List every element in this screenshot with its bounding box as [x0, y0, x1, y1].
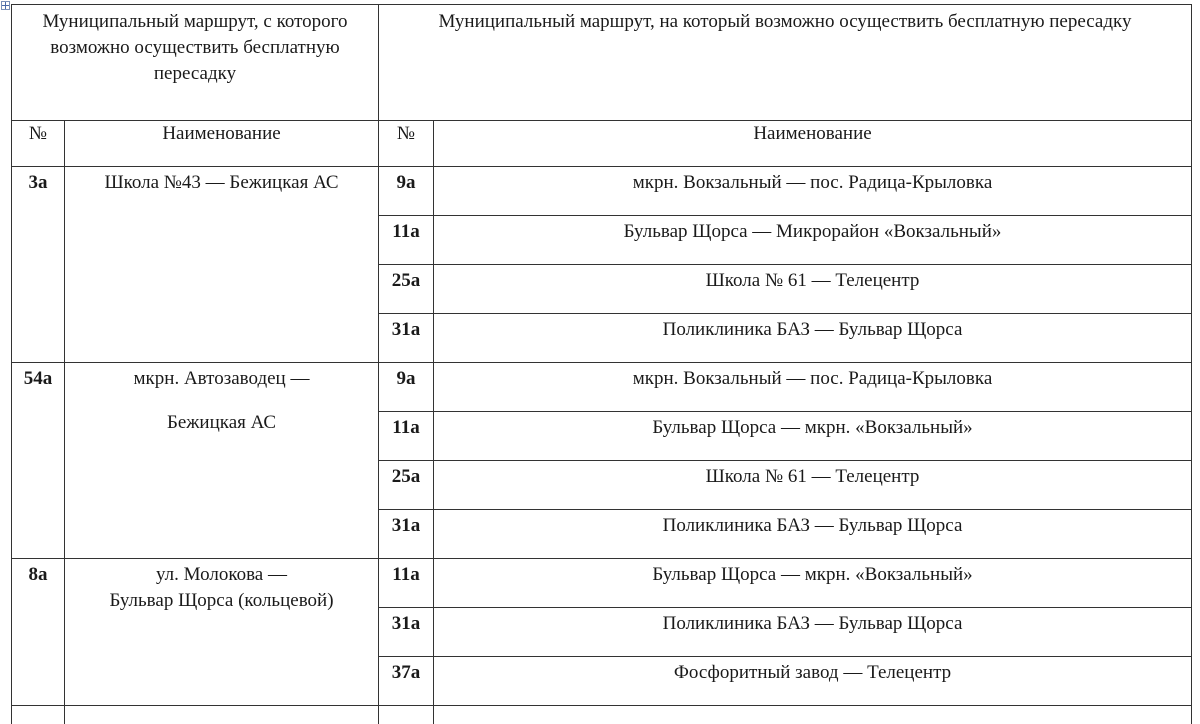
route-name	[65, 559, 379, 706]
header-to-route: Муниципальный маршрут, на который возможно осуществить бесплатную пересадку	[379, 5, 1192, 121]
route-number: 54а	[12, 363, 65, 559]
transfer-name: мкрн. Вокзальный — пос. Радица-Крыловка	[434, 363, 1192, 412]
transfer-number: 11а	[379, 216, 434, 265]
transfer-number: 31а	[379, 608, 434, 657]
header-to-name: Наименование	[434, 121, 1192, 167]
empty-cell	[12, 706, 65, 724]
transfer-name: Бульвар Щорса — мкрн. «Вокзальный»	[434, 559, 1192, 608]
transfer-number: 37а	[379, 657, 434, 706]
transfer-name: Поликлиника БАЗ — Бульвар Щорса	[434, 314, 1192, 363]
route-name-line: Школа №43 — Бежицкая АС	[71, 170, 372, 196]
transfer-name: Поликлиника БАЗ — Бульвар Щорса	[434, 608, 1192, 657]
table-row-partial	[12, 706, 1192, 724]
transfer-name: мкрн. Вокзальный — пос. Радица-Крыловка	[434, 167, 1192, 216]
table-move-handle-icon[interactable]	[1, 1, 10, 10]
route-name-line: Бульвар Щорса (кольцевой)	[71, 588, 372, 614]
transfer-name: Фосфоритный завод — Телецентр	[434, 657, 1192, 706]
header-from-route: Муниципальный маршрут, с которого возможно осуществить бесплатную пересадку	[12, 5, 379, 121]
table-row	[12, 363, 1192, 412]
route-name	[65, 363, 379, 559]
route-name-line: Бежицкая АС	[71, 410, 372, 436]
transfer-number: 11а	[379, 412, 434, 461]
transfer-number: 31а	[379, 314, 434, 363]
route-number: 8а	[12, 559, 65, 706]
route-number: 3а	[12, 167, 65, 363]
transfer-number: 9а	[379, 363, 434, 412]
route-name-line: ул. Молокова —	[71, 562, 372, 588]
transfer-number: 25а	[379, 265, 434, 314]
empty-cell	[65, 706, 379, 724]
transfer-name: Бульвар Щорса — мкрн. «Вокзальный»	[434, 412, 1192, 461]
transfer-name: Бульвар Щорса — Микрорайон «Вокзальный»	[434, 216, 1192, 265]
transfer-number: 25а	[379, 461, 434, 510]
header-from-name: Наименование	[65, 121, 379, 167]
table-row	[12, 167, 1192, 216]
transfer-number: 11а	[379, 559, 434, 608]
transfer-number: 9а	[379, 167, 434, 216]
transfer-table	[11, 4, 1192, 724]
table-row	[12, 559, 1192, 608]
transfer-name: Школа № 61 — Телецентр	[434, 461, 1192, 510]
transfer-number: 31а	[379, 510, 434, 559]
route-name-line: мкрн. Автозаводец —	[71, 366, 372, 392]
route-name	[65, 167, 379, 363]
transfer-name: Поликлиника БАЗ — Бульвар Щорса	[434, 510, 1192, 559]
header-from-num: №	[12, 121, 65, 167]
header-to-num: №	[379, 121, 434, 167]
empty-cell	[434, 706, 1192, 724]
empty-cell	[379, 706, 434, 724]
transfer-name: Школа № 61 — Телецентр	[434, 265, 1192, 314]
